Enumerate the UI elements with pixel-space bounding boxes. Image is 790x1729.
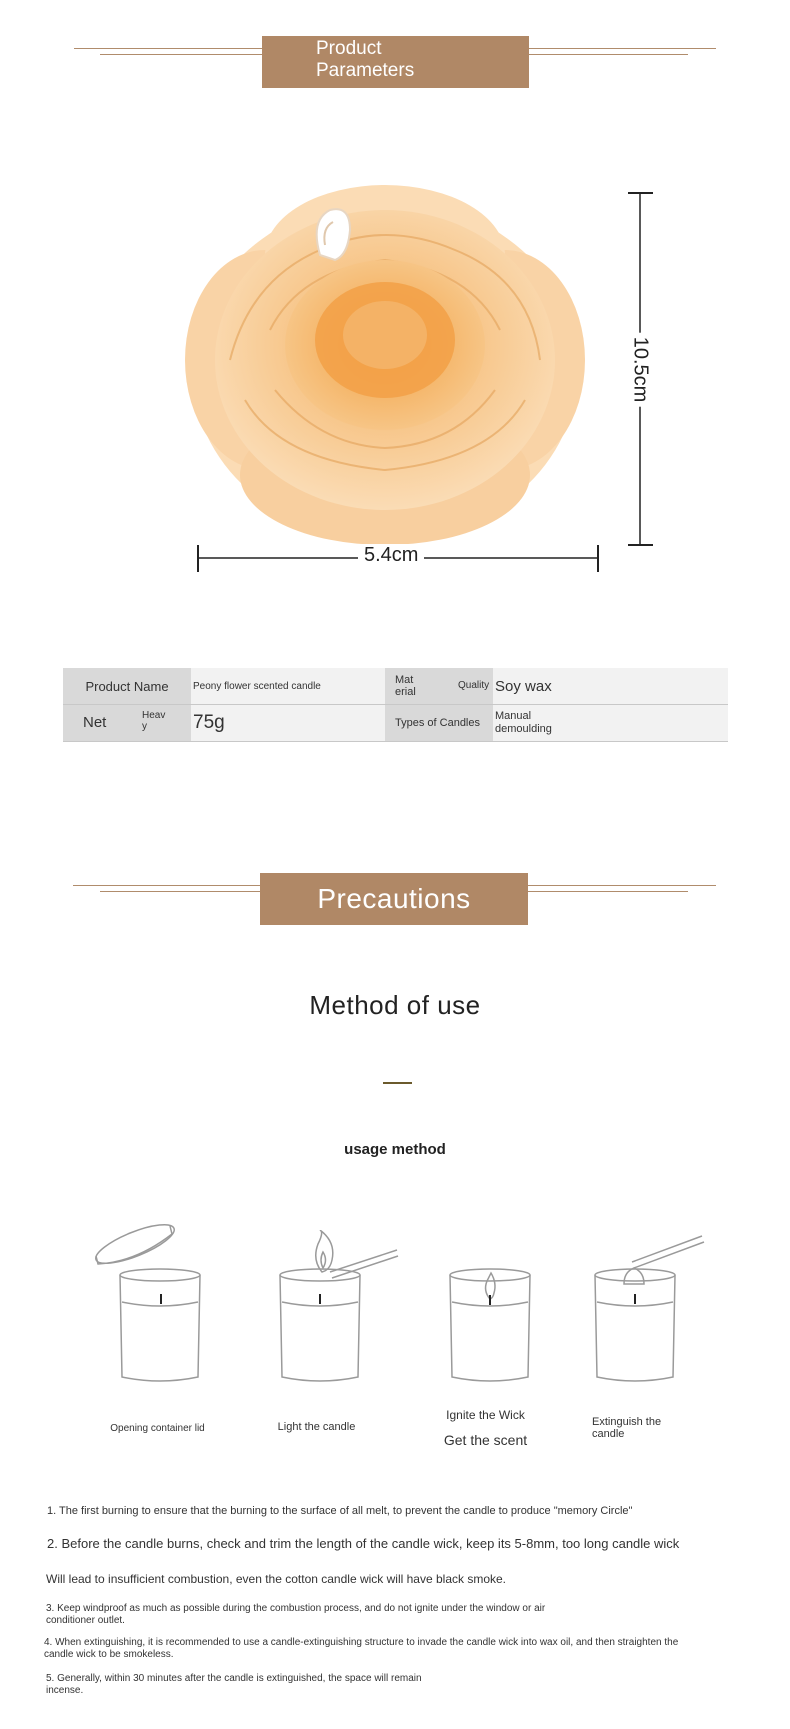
step-label: Light the candle [277, 1421, 356, 1433]
dimension-lines [0, 0, 790, 600]
material-label-quality: Quality [458, 680, 490, 691]
material-value: Soy wax [495, 677, 552, 695]
note-5-line2: incense. [46, 1685, 84, 1696]
product-name-value: Peony flower scented candle [193, 680, 321, 692]
table-row [63, 705, 728, 742]
material-label-stack [395, 674, 416, 698]
light-candle-illustration [272, 1230, 402, 1390]
note-5-line1: 5. Generally, within 30 minutes after the candle is extinguished, the space will remain [46, 1673, 422, 1684]
net-value: 75g [193, 712, 225, 733]
candle-type-value-a: Manual [495, 710, 532, 722]
parameter-table [63, 668, 728, 742]
candle-type-label: Types of Candles [395, 717, 480, 729]
title-divider [383, 1082, 412, 1084]
heavy-label-stack [142, 710, 165, 732]
product-name-label: Product Name [85, 678, 169, 694]
candle-type-value-b: demoulding [495, 723, 552, 735]
precautions-title: Precautions [317, 883, 471, 914]
banner-line-top-right [528, 885, 716, 886]
height-dimension-label: 10.5cm [628, 333, 651, 407]
material-label-a: Mat [395, 674, 414, 686]
note-5 [46, 1673, 766, 1697]
banner-line-bottom-right [528, 891, 688, 892]
net-label: Net [83, 714, 107, 731]
open-lid-illustration [90, 1212, 215, 1387]
usage-method-heading: usage method [344, 1141, 446, 1158]
note-4-line2: candle wick to be smokeless. [44, 1649, 174, 1660]
width-dimension-label: 5.4cm [358, 544, 424, 567]
banner-line-bottom-left [100, 891, 261, 892]
note-2: 2. Before the candle burns, check and trim the length of the candle wick, keep its 5-8mm, too long candle wick [47, 1536, 680, 1551]
note-4 [44, 1637, 774, 1661]
step-label [592, 1416, 702, 1440]
material-value-cell [493, 668, 728, 704]
burning-candle-illustration [445, 1265, 535, 1390]
precautions-banner [260, 873, 528, 925]
material-label-b: erial [395, 686, 416, 698]
product-name-label-cell [63, 668, 191, 704]
table-row [63, 668, 728, 705]
banner-title-line2: Parameters [316, 60, 415, 81]
step-label: Ignite the Wick [446, 1408, 525, 1422]
net-label-cell [63, 705, 191, 741]
note-1: 1. The first burning to ensure that the burning to the surface of all melt, to prevent the candle to produce "memory Circle" [47, 1505, 633, 1517]
heavy-label-b: y [142, 721, 147, 732]
note-3 [46, 1603, 766, 1627]
material-label-cell [385, 668, 493, 704]
step-label-line1: Extinguish the [592, 1416, 662, 1428]
note-3-line2: conditioner outlet. [46, 1615, 125, 1626]
note-2b: Will lead to insufficient combustion, even the cotton candle wick will have black smoke. [46, 1572, 507, 1586]
note-3-line1: 3. Keep windproof as much as possible during the combustion process, and do not ignite under the window or air [46, 1603, 546, 1614]
heavy-label-a: Heav [142, 710, 166, 721]
banner-line-top-left [73, 885, 261, 886]
candle-type-label-cell [385, 705, 493, 741]
note-4-line1: 4. When extinguishing, it is recommended to use a candle-extinguishing structure to invade the candle wick into wax oil, and then straighten the [44, 1637, 679, 1648]
banner-title-line1: Product [316, 38, 382, 59]
candle-type-value-cell [493, 705, 728, 741]
extinguish-candle-illustration [590, 1234, 710, 1390]
step-label: Opening container lid [110, 1423, 205, 1434]
method-of-use-title: Method of use [309, 990, 481, 1020]
step-label-scent: Get the scent [443, 1432, 528, 1448]
candle-type-value-stack [495, 710, 552, 736]
step-label-line2: candle [592, 1428, 625, 1440]
